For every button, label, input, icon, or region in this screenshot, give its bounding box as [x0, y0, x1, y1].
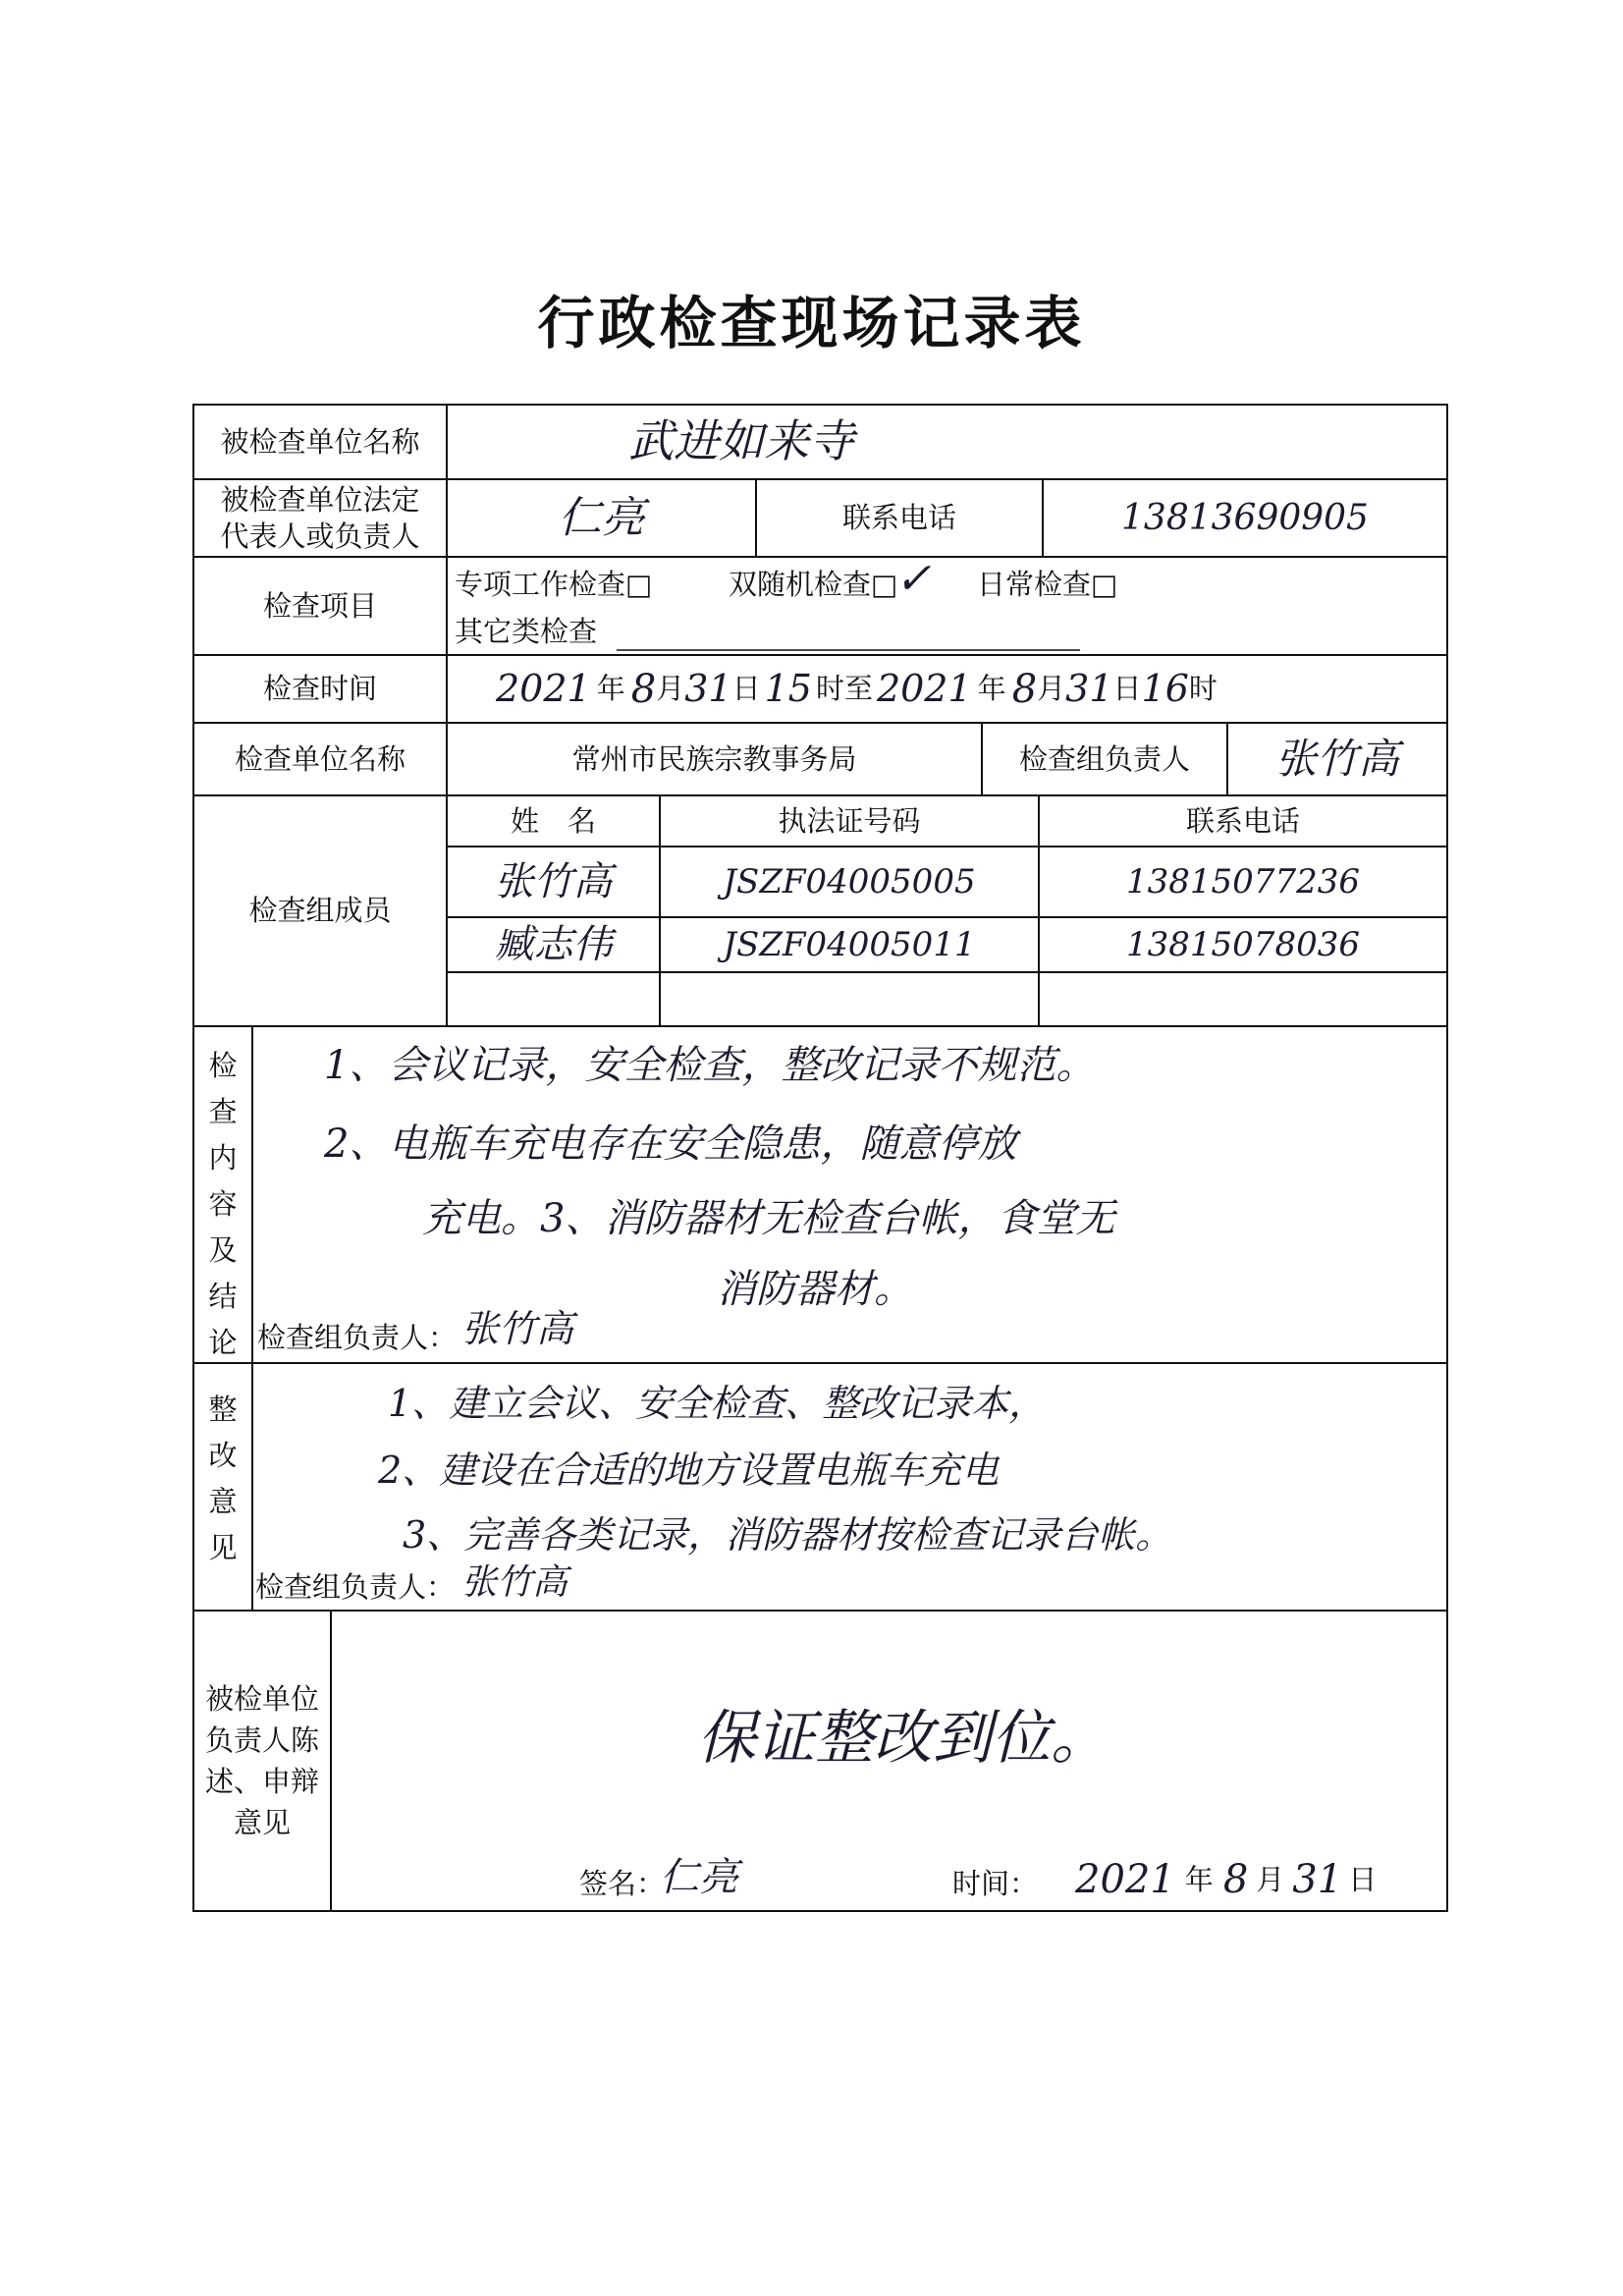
legal-rep-label [193, 479, 447, 557]
legal-rep-phone-label: 联系电话 [841, 501, 956, 535]
statement-text: 保证整改到位。 [697, 1703, 1109, 1773]
member-2-phone: 13815078036 [1126, 924, 1360, 964]
statement-month-char: 月 [1256, 1862, 1285, 1896]
vertical-label-char: 意 [208, 1485, 238, 1518]
member-2-cert: JSZF04005011 [723, 924, 976, 964]
option-double-random-inspection: 双随机检查□ [729, 567, 898, 601]
content-line-4: 消防器材。 [717, 1267, 913, 1312]
rectify-line-3: 3、完善各类记录，消防器材按检查记录台帐。 [403, 1513, 1173, 1558]
content-line-3: 充电。3、消防器材无检查台帐，食堂无 [422, 1196, 1115, 1241]
page-title: 行政检查现场记录表 [537, 290, 1086, 356]
inspection-leader-label: 检查组负责人 [1018, 741, 1190, 776]
rectify-line-2: 2、建设在合适的地方设置电瓶车充电 [378, 1449, 1000, 1493]
statement-signature: 仁亮 [660, 1855, 738, 1900]
member-1-name: 张竹高 [494, 859, 613, 904]
vertical-label-char: 结 [208, 1280, 238, 1313]
inspection-items-label: 检查项目 [262, 588, 377, 623]
statement-year: 2021 [1075, 1857, 1175, 1902]
start-month: 8 [630, 666, 657, 712]
vertical-label-char: 及 [208, 1233, 238, 1267]
statement-month: 8 [1222, 1857, 1249, 1902]
statement-label [193, 1611, 331, 1911]
start-day: 31 [684, 666, 732, 710]
end-day: 31 [1065, 666, 1113, 710]
vertical-label-char: 检 [208, 1049, 238, 1082]
content-leader-signature: 张竹高 [461, 1307, 574, 1351]
start-month-char: 月 [656, 672, 685, 706]
option-other-inspection: 其它类检查 [455, 614, 598, 648]
inspecting-unit-value: 常州市民族宗教事务局 [571, 741, 857, 776]
rectify-label [198, 1387, 247, 1571]
inspecting-unit-label: 检查单位名称 [234, 741, 406, 776]
content-leader-label: 检查组负责人： [257, 1320, 458, 1354]
member-1-cert: JSZF04005005 [723, 861, 976, 902]
vertical-label-char: 改 [208, 1439, 238, 1472]
end-month-char: 月 [1037, 672, 1066, 706]
statement-sign-label: 签名： [579, 1866, 666, 1900]
statement-label-line: 意见 [233, 1806, 291, 1840]
content-line-2: 2、电瓶车充电存在安全隐患，随意停放 [324, 1121, 1017, 1167]
end-day-char: 日 [1112, 672, 1142, 706]
unit-name-value: 武进如来寺 [628, 414, 854, 468]
end-year-char: 年 [977, 672, 1006, 706]
option-special-inspection: 专项工作检查□ [455, 567, 653, 601]
rectify-leader-signature: 张竹高 [461, 1561, 568, 1603]
unit-name-label: 被检查单位名称 [220, 424, 420, 459]
statement-time-label: 时间： [952, 1866, 1039, 1900]
member-2-name: 臧志伟 [494, 922, 613, 967]
vertical-label-char: 论 [208, 1326, 238, 1359]
statement-label-line: 负责人陈 [204, 1722, 319, 1757]
double-random-checkmark: ✓ [894, 553, 932, 604]
statement-date [1075, 1852, 1438, 1907]
legal-rep-label-line1: 被检查单位法定 [220, 483, 420, 518]
end-hour-char: 时 [1188, 672, 1217, 706]
start-hour: 15 [764, 666, 812, 710]
legal-rep-value: 仁亮 [558, 493, 645, 543]
members-header-cert: 执法证号码 [778, 803, 921, 838]
start-year: 2021 [496, 666, 591, 710]
vertical-label-char: 见 [208, 1531, 238, 1564]
vertical-label-char: 整 [208, 1393, 238, 1426]
legal-rep-label-line2: 代表人或负责人 [220, 519, 420, 553]
statement-label-line: 述、申辩 [204, 1765, 319, 1798]
vertical-label-char: 查 [208, 1095, 238, 1128]
start-day-char: 日 [731, 672, 761, 706]
end-year: 2021 [876, 666, 972, 710]
statement-year-char: 年 [1184, 1862, 1214, 1896]
inspection-time-value [496, 655, 1438, 723]
end-month: 8 [1011, 666, 1038, 712]
vertical-label-char: 容 [208, 1187, 238, 1221]
legal-rep-phone-value: 13813690905 [1121, 498, 1369, 538]
statement-label-line: 被检单位 [204, 1681, 319, 1716]
end-hour: 16 [1141, 666, 1189, 710]
statement-day-char: 日 [1348, 1862, 1378, 1896]
start-year-char: 年 [596, 672, 625, 706]
inspection-leader-signature: 张竹高 [1274, 734, 1399, 783]
member-1-phone: 13815077236 [1126, 861, 1360, 902]
hour-to: 时至 [815, 672, 873, 706]
content-conclusion-label [198, 1043, 247, 1366]
rectify-leader-label: 检查组负责人： [255, 1569, 456, 1604]
vertical-label-char: 内 [208, 1141, 238, 1175]
option-daily-inspection: 日常检查□ [977, 567, 1118, 601]
members-label: 检查组成员 [248, 894, 392, 928]
inspection-time-label: 检查时间 [262, 672, 377, 706]
members-header-phone: 联系电话 [1185, 803, 1300, 838]
members-header-name: 姓 名 [510, 803, 596, 838]
statement-day: 31 [1292, 1857, 1343, 1902]
rectify-line-1: 1、建立会议、安全检查、整改记录本， [388, 1382, 1047, 1426]
content-line-1: 1、会议记录，安全检查，整改记录不规范。 [324, 1043, 1096, 1088]
